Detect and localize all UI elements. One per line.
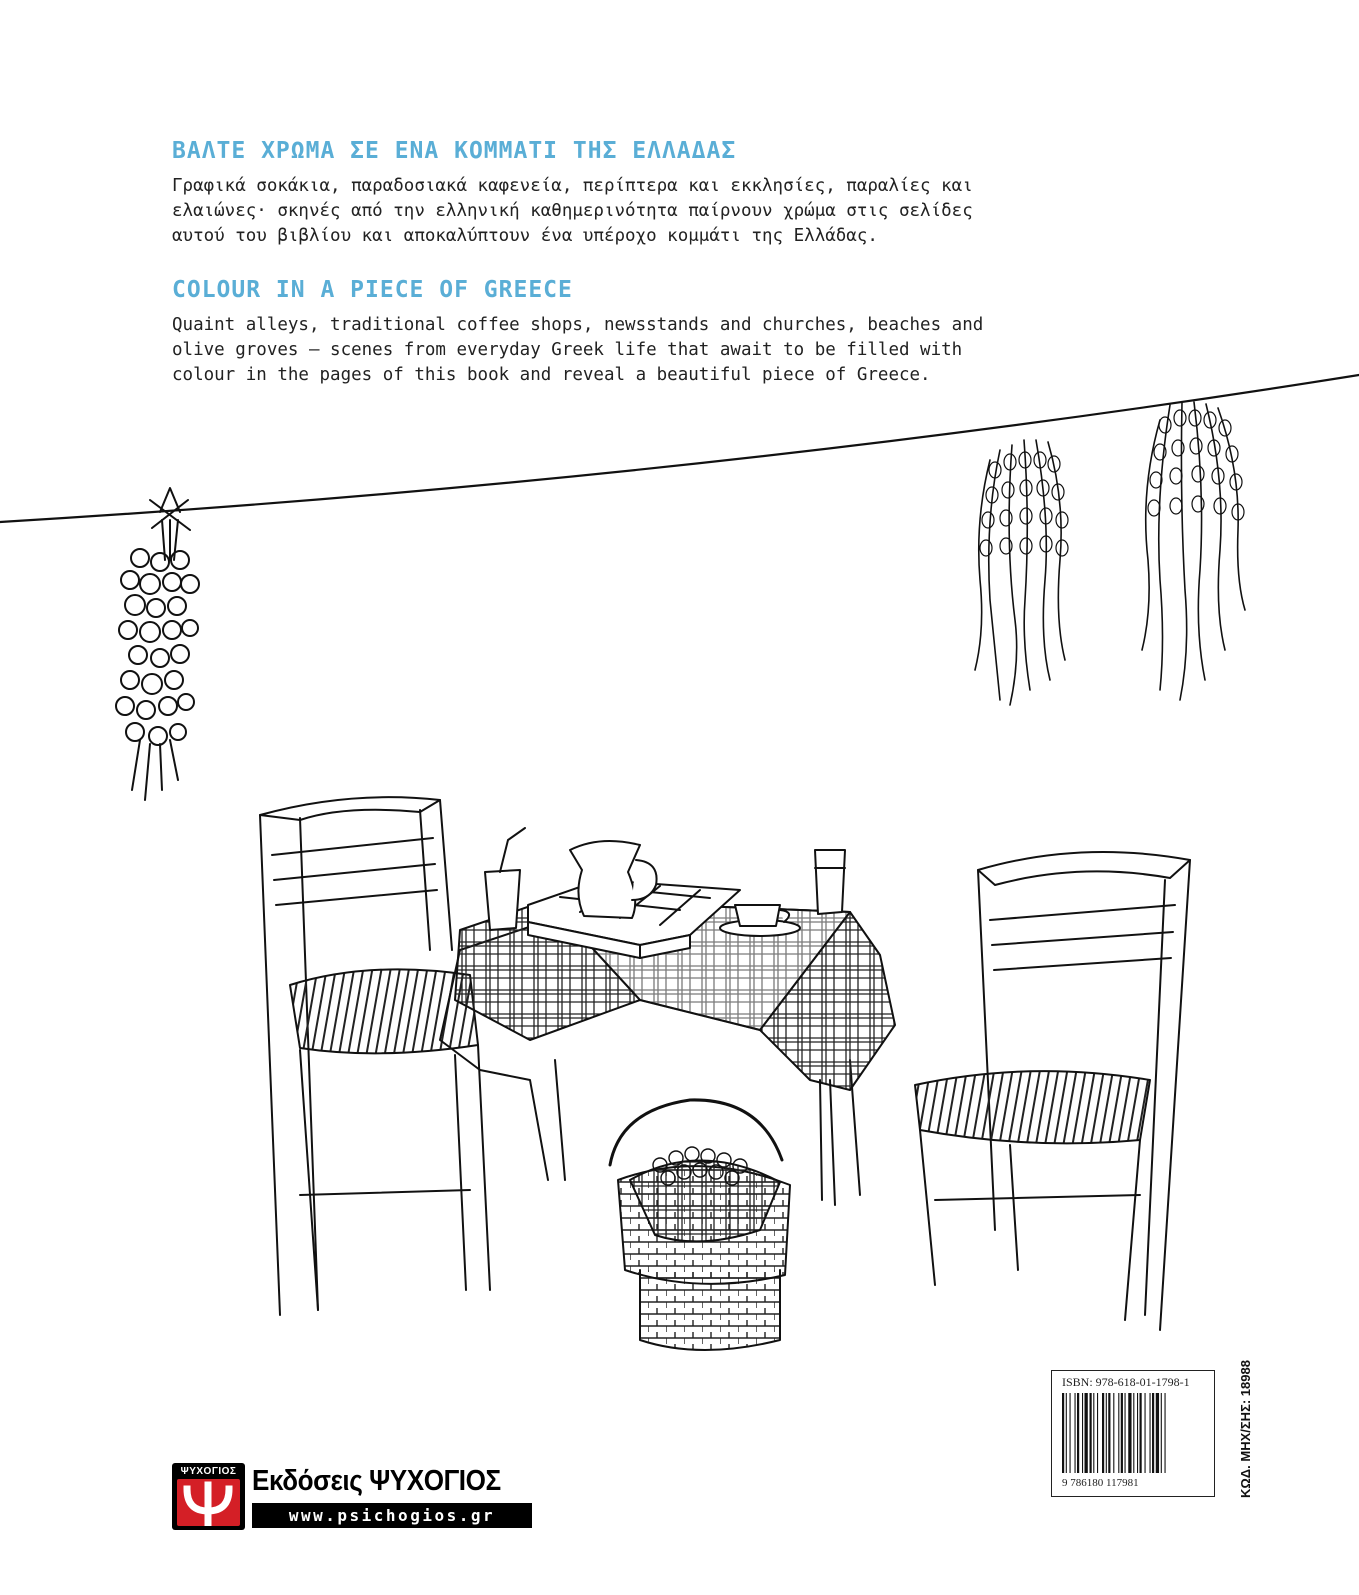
barcode-bar bbox=[1156, 1393, 1159, 1473]
logo-mark-text: ΨΥΧΟΓΙΟΣ bbox=[180, 1466, 237, 1477]
barcode-bar bbox=[1097, 1393, 1098, 1473]
basket-icon bbox=[610, 1100, 790, 1350]
publisher-url: www.psichogios.gr bbox=[252, 1503, 532, 1528]
barcode-bar bbox=[1108, 1393, 1110, 1473]
barcode-bar bbox=[1066, 1393, 1067, 1473]
barcode-bar bbox=[1140, 1393, 1142, 1473]
logo-mark-body bbox=[177, 1479, 240, 1526]
barcode-bar bbox=[1121, 1393, 1123, 1473]
barcode-bar bbox=[1150, 1393, 1151, 1473]
barcode-icon bbox=[1060, 1393, 1206, 1473]
publisher-name: Εκδόσεις ΨΥΧΟΓΙΟΣ bbox=[252, 1465, 501, 1497]
barcode-bar bbox=[1102, 1393, 1104, 1473]
garlic-bunch-icon bbox=[116, 488, 199, 800]
psi-symbol-icon bbox=[177, 1479, 240, 1526]
barcode-bar bbox=[1137, 1393, 1138, 1473]
barcode-bar bbox=[1161, 1393, 1162, 1473]
product-code-label: ΚΩΔ. ΜΗΧ/ΣΗΣ: 18988 bbox=[1238, 1360, 1253, 1498]
barcode-digits: 9 786180 117981 bbox=[1062, 1477, 1139, 1489]
barcode-bar bbox=[1128, 1393, 1131, 1473]
isbn-label: ISBN: 978-618-01-1798-1 bbox=[1062, 1375, 1190, 1389]
barcode-box bbox=[1051, 1370, 1215, 1497]
barcode-bar bbox=[1070, 1393, 1071, 1473]
barcode-bar bbox=[1075, 1393, 1076, 1473]
barcode-bar bbox=[1090, 1393, 1092, 1473]
barcode-bar bbox=[1106, 1393, 1107, 1473]
barcode-bar bbox=[1133, 1393, 1134, 1473]
barcode-bar bbox=[1125, 1393, 1126, 1473]
dried-peppers-icon bbox=[975, 402, 1245, 705]
english-heading: COLOUR IN A PIECE OF GREECE bbox=[172, 277, 573, 303]
english-body: Quaint alleys, traditional coffee shops, newsstands and churches, beaches and olive groves – scenes from everyday Greek life that await to be filled with colour in the pages of this book and reveal a beautiful piece of Greece. bbox=[172, 315, 984, 385]
barcode-bar bbox=[1077, 1393, 1079, 1473]
greek-heading: ΒΑΛΤΕ ΧΡΩΜΑ ΣΕ ΕΝΑ ΚΟΜΜΑΤΙ ΤΗΣ ΕΛΛΑΔΑΣ bbox=[172, 138, 737, 164]
psi-logo-icon bbox=[172, 1463, 245, 1530]
barcode-bar bbox=[1093, 1393, 1094, 1473]
greek-body: Γραφικά σοκάκια, παραδοσιακά καφενεία, περίπτερα και εκκλησίες, παραλίες και ελαιώνες· σκηνές από την ελληνική καθημερινότητα παίρνουν χρώμα στις σελίδες αυτού του βιβλίου και αποκαλύπτουν ένα υπέροχο κομμάτι της Ελλάδας. bbox=[172, 176, 973, 246]
product-code bbox=[1238, 1360, 1256, 1498]
barcode-bar bbox=[1085, 1393, 1088, 1473]
barcode-bar bbox=[1062, 1393, 1064, 1473]
chair-icon bbox=[260, 797, 490, 1315]
barcode-bar bbox=[1145, 1393, 1146, 1473]
barcode-bar bbox=[1082, 1393, 1083, 1473]
barcode-bar bbox=[1152, 1393, 1154, 1473]
barcode-bar bbox=[1113, 1393, 1114, 1473]
barcode-bar bbox=[1165, 1393, 1166, 1473]
chair-icon bbox=[915, 852, 1190, 1330]
publisher-logo bbox=[172, 1463, 542, 1530]
barcode-bar bbox=[1118, 1393, 1119, 1473]
